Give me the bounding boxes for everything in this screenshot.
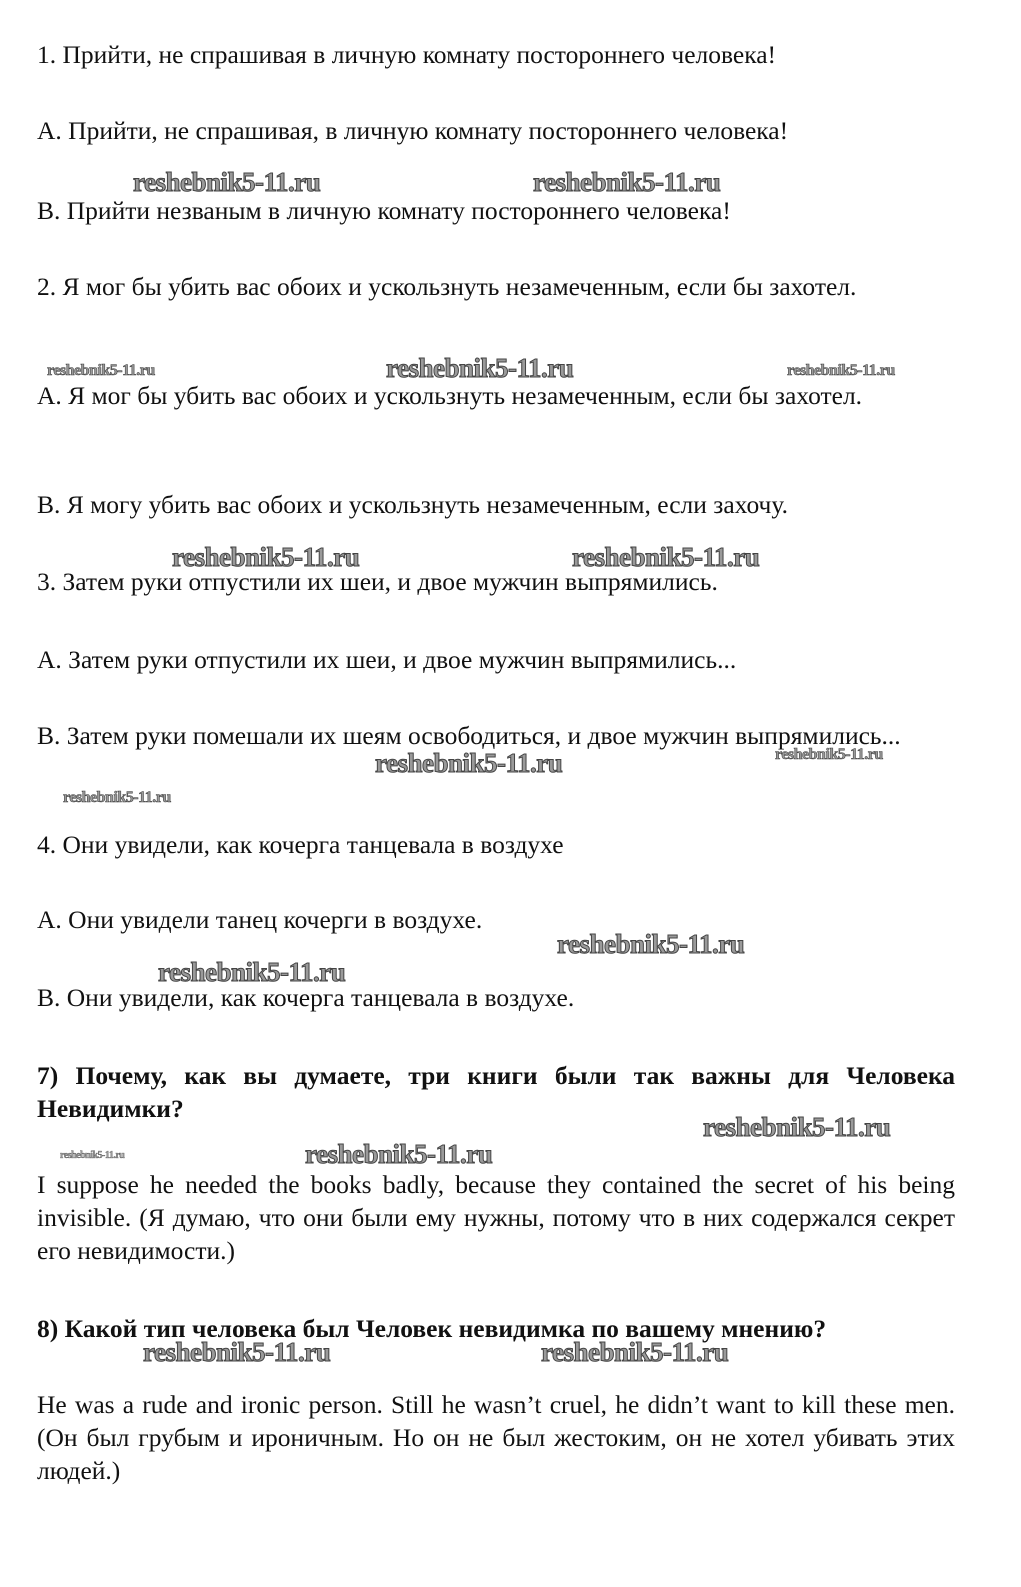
paragraph: В. Я могу убить вас обоих и ускользнуть незамеченным, если захочу. [37, 490, 788, 519]
watermark: reshebnik5-11.ru [305, 1139, 493, 1169]
watermark: reshebnik5-11.ru [557, 929, 745, 959]
answer-paragraph: He was a rude and ironic person. Still he wasn’t cruel, he didn’t want to kill these men. (Он был грубым и ироничным. Но он не был жестоким, он не хотел убивать этих людей.) [37, 1390, 955, 1485]
watermark: reshebnik5-11.ru [533, 167, 721, 197]
paragraph: В. Прийти незваным в личную комнату постороннего человека! [37, 196, 731, 225]
watermark: reshebnik5-11.ru [541, 1337, 729, 1367]
watermark: reshebnik5-11.ru [775, 746, 883, 763]
paragraph: А. Затем руки отпустили их шеи, и двое мужчин выпрямились... [37, 645, 737, 674]
watermark: reshebnik5-11.ru [386, 353, 574, 383]
paragraph: В. Затем руки помешали их шеям освободиться, и двое мужчин выпрямились... [37, 721, 901, 750]
watermark: reshebnik5-11.ru [143, 1337, 331, 1367]
watermark: reshebnik5-11.ru [158, 957, 346, 987]
watermark: reshebnik5-11.ru [375, 748, 563, 778]
watermark: reshebnik5-11.ru [572, 542, 760, 572]
watermark: reshebnik5-11.ru [703, 1112, 891, 1142]
question-heading: 7) Почему, как вы думаете, три книги были так важны для Человека Невидимки? [37, 1061, 955, 1123]
paragraph: В. Они увидели, как кочерга танцевала в воздухе. [37, 983, 575, 1012]
paragraph: 1. Прийти, не спрашивая в личную комнату постороннего человека! [37, 40, 777, 69]
paragraph: А. Они увидели танец кочерги в воздухе. [37, 905, 483, 934]
paragraph: А. Прийти, не спрашивая, в личную комнату постороннего человека! [37, 116, 789, 145]
watermark: reshebnik5-11.ru [787, 362, 895, 379]
watermark: reshebnik5-11.ru [60, 1150, 125, 1161]
watermark: reshebnik5-11.ru [133, 167, 321, 197]
watermark: reshebnik5-11.ru [172, 542, 360, 572]
question-heading: 8) Какой тип человека был Человек невидимка по вашему мнению? [37, 1314, 827, 1343]
answer-paragraph: I suppose he needed the books badly, because they contained the secret of his being invisible. (Я думаю, что они были ему нужны, потому что в них содержался секрет его невидимости.) [37, 1170, 955, 1265]
paragraph: 3. Затем руки отпустили их шеи, и двое мужчин выпрямились. [37, 567, 718, 596]
paragraph: 2. Я мог бы убить вас обоих и ускользнуть незамеченным, если бы захотел. [37, 272, 857, 301]
watermark: reshebnik5-11.ru [47, 362, 155, 379]
watermark: reshebnik5-11.ru [63, 789, 171, 806]
paragraph: А. Я мог бы убить вас обоих и ускользнуть незамеченным, если бы захотел. [37, 381, 863, 410]
paragraph: 4. Они увидели, как кочерга танцевала в воздухе [37, 830, 564, 859]
